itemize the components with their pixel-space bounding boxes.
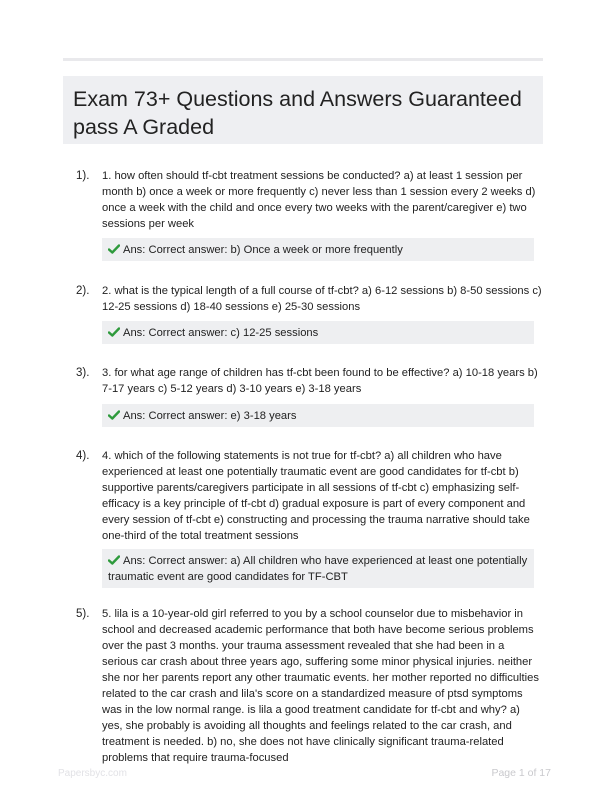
top-divider [63, 58, 543, 61]
footer-watermark: Papersbyc.com [58, 768, 127, 779]
page-number: Page 1 of 17 [491, 767, 551, 779]
page-title: Exam 73+ Questions and Answers Guaranteed pass A Graded [73, 87, 522, 139]
question-text: 3. for what age range of children has tf-cbt been found to be effective? a) 10-18 years b) 7-17 years c) 5-12 years d) 3-10 years e) 3-18 years [102, 367, 538, 395]
question-text: 2. what is the typical length of a full course of tf-cbt? a) 6-12 sessions b) 8-50 sessions c) 12-25 sessions d) 18-40 sessions e) 25-30 sessions [102, 285, 542, 313]
checkmark-icon [108, 555, 120, 565]
question-number: 5). [76, 608, 90, 620]
question-text: 4. which of the following statements is not true for tf-cbt? a) all children who have experienced at least one potentially traumatic event are good candidates for tf-cbt b) supportive parents/caregivers participate in all sessions of tf-cbt c) emphasizing self-efficacy is a key principle of tf-cbt d) gradual exposure is part of every component and every session of tf-cbt e) constructing and processing the trauma narrative should take one-third of the total treatment sessions [102, 450, 530, 542]
question-number: 2). [76, 285, 90, 297]
question-number: 1). [76, 170, 90, 182]
answer-text: Ans: Correct answer: e) 3-18 years [123, 410, 297, 422]
question-number: 4). [76, 450, 90, 462]
checkmark-icon [108, 327, 120, 337]
answer-text: Ans: Correct answer: c) 12-25 sessions [123, 327, 319, 339]
title-banner [63, 76, 543, 144]
answer-box [102, 321, 534, 344]
question-text: 5. lila is a 10-year-old girl referred to you by a school counselor due to misbehavior in school and decreased academic performance that both have become serious problems over the past 3 months. your trauma assessment revealed that she had been in a serious car crash about three years ago, suffering some minor physical injuries. neither she nor her parents report any other traumatic events. her mother reported no difficulties related to the car crash and lila's score on a standardized measure of ptsd symptoms was in the low normal range. is lila a good treatment candidate for tf-cbt and why? a) yes, she probably is avoiding all thoughts and feelings related to the car crash, and treatment is needed. b) no, she does not have clinically significant trauma-related problems that require trauma-focused [102, 608, 539, 764]
answer-box [102, 404, 534, 427]
question-text: 1. how often should tf-cbt treatment sessions be conducted? a) at least 1 session per month b) once a week or more frequently c) never less than 1 session every 2 weeks d) once a week with the child and once every two weeks with the parent/caregiver e) two sessions per week [102, 170, 536, 230]
answer-text: Ans: Correct answer: a) All children who have experienced at least one potentially traumatic event are good candidates for TF-CBT [108, 555, 528, 583]
answer-text: Ans: Correct answer: b) Once a week or more frequently [123, 244, 403, 256]
answer-box [102, 549, 534, 588]
checkmark-icon [108, 244, 120, 254]
checkmark-icon [108, 410, 120, 420]
answer-box [102, 238, 534, 261]
question-number: 3). [76, 367, 90, 379]
